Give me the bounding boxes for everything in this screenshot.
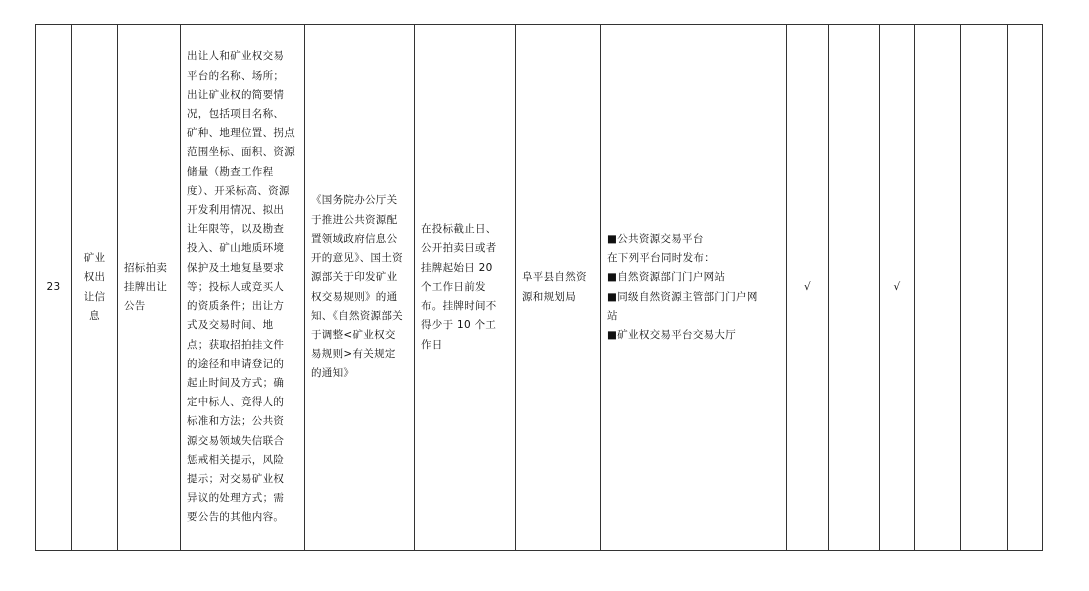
table-row	[36, 25, 1043, 551]
checkmark-cell-6	[1008, 25, 1043, 551]
category-cell: 矿业 权出 让信 息	[72, 25, 118, 551]
timeframe-cell: 在投标截止日、 公开拍卖日或者 挂牌起始日 20 个工作日前发 布。挂牌时间不 得少于 10 个工 作日	[415, 25, 516, 551]
checkmark-cell-4	[915, 25, 961, 551]
channels-cell: ■公共资源交易平台 在下列平台同时发布： ■自然资源部门门户网站 ■同级自然资源主管部门门户网 站 ■矿业权交易平台交易大厅	[601, 25, 787, 551]
item-cell: 招标拍卖 挂牌出让 公告	[118, 25, 181, 551]
checkmark-cell-5	[961, 25, 1008, 551]
checkmark-cell-2	[829, 25, 880, 551]
agency-cell: 阜平县自然资 源和规划局	[516, 25, 601, 551]
row-number: 23	[36, 25, 72, 551]
checkmark-cell-1: √	[787, 25, 829, 551]
basis-cell: 《国务院办公厅关 于推进公共资源配 置领域政府信息公 开的意见》、国土资 源部关于印发矿业 权交易规则》的通 知、《自然资源部关 于调整<矿业权交 易规则>有关规定 的通知》	[305, 25, 415, 551]
content-cell: 出让人和矿业权交易 平台的名称、场所； 出让矿业权的简要情 况，包括项目名称、 矿种、地理位置、拐点 范围坐标、面积、资源 储量（勘查工作程 度）、开采标高、资源 开发利用情况、拟出 让年限等，以及勘查 投入、矿山地质环境 保护及土地复垦要求 等；投标人或竞买人 的资质条件；出让方 式及交易时间、地 点；获取招拍挂文件 的途径和申请登记的 起止时间及方式；确 定中标人、竞得人的 标准和方法；公共资 源交易领域失信联合 惩戒相关提示，风险 提示；对交易矿业权 异议的处理方式；需 要公告的其他内容。	[181, 25, 305, 551]
checkmark-cell-3: √	[880, 25, 915, 551]
disclosure-table	[35, 24, 1043, 551]
